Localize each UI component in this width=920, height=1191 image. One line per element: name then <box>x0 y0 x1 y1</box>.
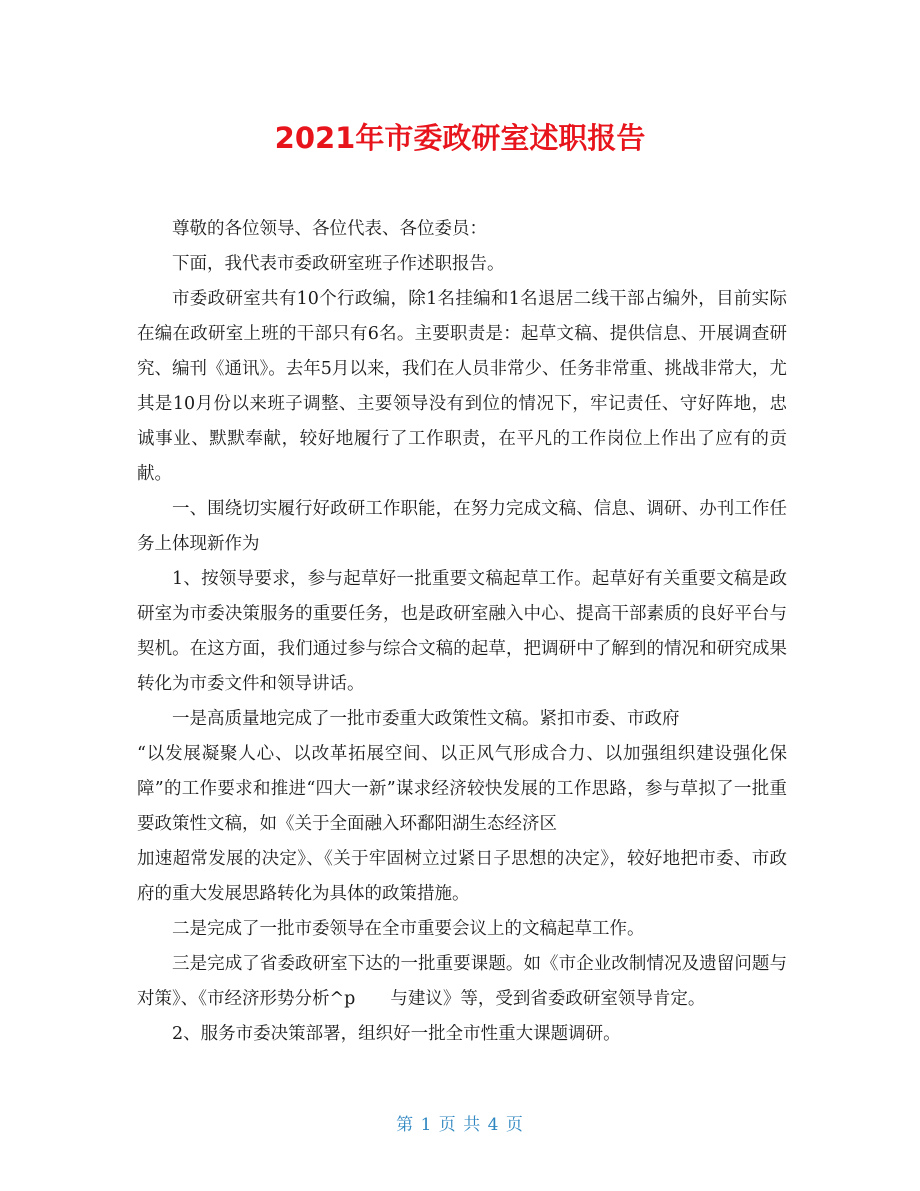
paragraph-point-1-cont-a: “以发展凝聚人心、以改革拓展空间、以正风气形成合力、以加强组织建设强化保障”的工作要求和推进“四大一新”谋求经济较快发展的工作思路，参与草拟了一批重要政策性文稿，如《关于全面融入环鄱阳湖生态经济区 <box>137 744 787 834</box>
paragraph-intro: 下面，我代表市委政研室班子作述职报告。 <box>172 254 505 274</box>
paragraph-point-2: 二是完成了一批市委领导在全市重要会议上的文稿起草工作。 <box>172 919 645 939</box>
paragraph-item-2: 2、服务市委决策部署，组织好一批全市性重大课题调研。 <box>172 1024 621 1044</box>
paragraph-section-heading: 一、围绕切实履行好政研工作职能，在努力完成文稿、信息、调研、办刊工作任务上体现新作为 <box>137 499 787 554</box>
paragraph-salutation: 尊敬的各位领导、各位代表、各位委员： <box>172 219 487 239</box>
page-footer <box>0 1112 920 1138</box>
document-title: 2021年市委政研室述职报告 <box>274 121 646 155</box>
paragraph-overview: 市委政研室共有10个行政编，除1名挂编和1名退居二线干部占编外，目前实际在编在政研室上班的干部只有6名。主要职责是：起草文稿、提供信息、开展调查研究、编刊《通讯》。去年5月以来，我们在人员非常少、任务非常重、挑战非常大，尤其是10月份以来班子调整、主要领导没有到位的情况下，牢记责任、守好阵地，忠诚事业、默默奉献，较好地履行了工作职责，在平凡的工作岗位上作出了应有的贡献。 <box>137 289 787 484</box>
paragraph-item-1: 1、按领导要求，参与起草好一批重要文稿起草工作。起草好有关重要文稿是政研室为市委决策服务的重要任务，也是政研室融入中心、提高干部素质的良好平台与契机。在这方面，我们通过参与综合文稿的起草，把调研中了解到的情况和研究成果转化为市委文件和领导讲话。 <box>137 569 787 694</box>
document-body <box>137 212 787 1052</box>
paragraph-point-1-cont-b: 加速超常发展的决定》、《关于牢固树立过紧日子思想的决定》，较好地把市委、市政府的重大发展思路转化为具体的政策措施。 <box>137 849 787 904</box>
paragraph-point-3: 三是完成了省委政研室下达的一批重要课题。如《市企业改制情况及遗留问题与对策》、《市经济形势分析^p 与建议》等，受到省委政研室领导肯定。 <box>137 954 787 1009</box>
page-number: 第 1 页 共 4 页 <box>396 1115 524 1135</box>
paragraph-point-1: 一是高质量地完成了一批市委重大政策性文稿。紧扣市委、市政府 <box>172 709 680 729</box>
